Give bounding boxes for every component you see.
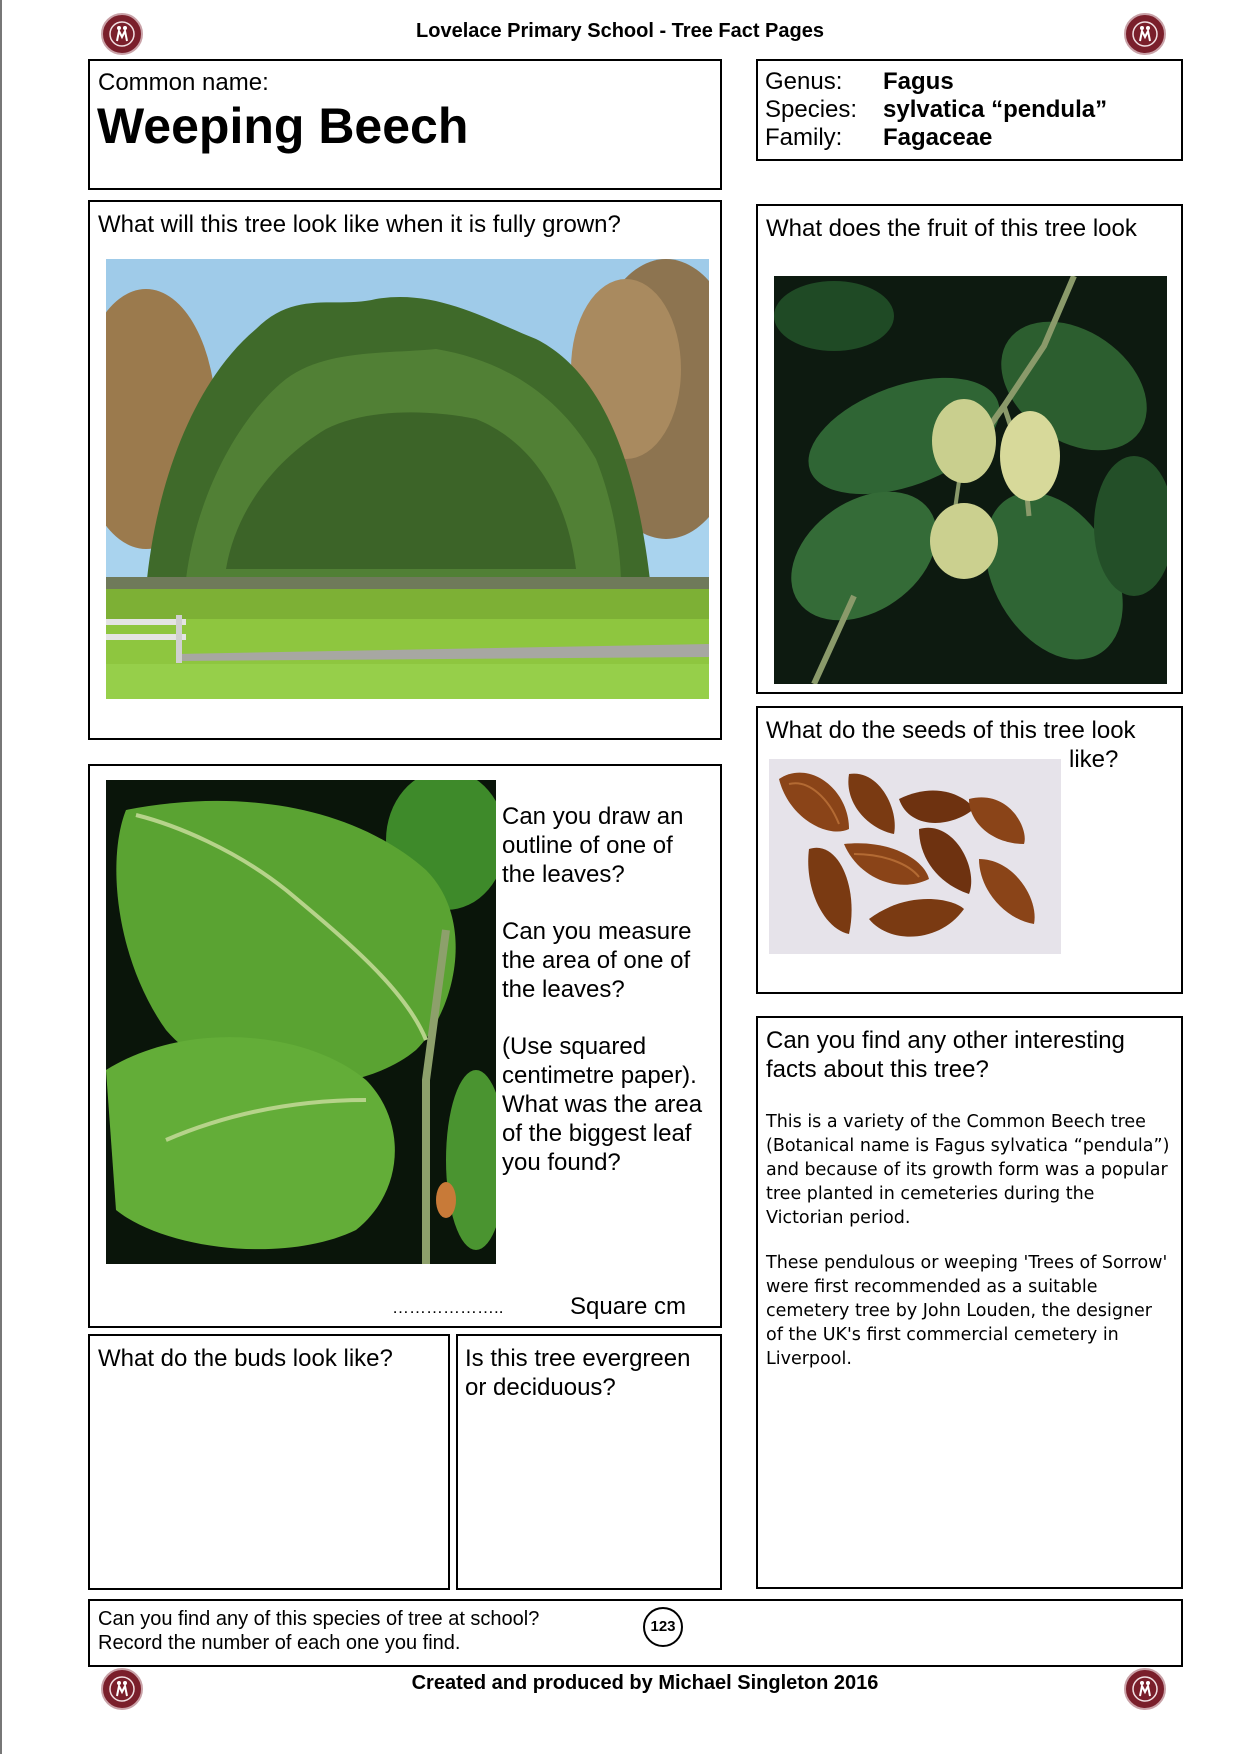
common-name-value: Weeping Beech	[97, 98, 469, 154]
seeds-question: What do the seeds of this tree look	[766, 717, 1136, 744]
common-name-box	[88, 59, 722, 190]
seeds-box	[756, 706, 1183, 994]
page-edge-line	[0, 0, 2, 1754]
page-header-title: Lovelace Primary School - Tree Fact Pages	[416, 20, 824, 42]
fully-grown-box	[88, 200, 722, 740]
counter-value: 123	[650, 1618, 676, 1635]
area-answer-dots: ………………..	[392, 1298, 504, 1317]
fruit-box	[756, 204, 1183, 694]
footer-credit: Created and produced by Michael Singleton 2016	[411, 1672, 879, 1694]
counter-circle	[643, 1607, 683, 1647]
leaves-q-measure: Can you measure the area of one of the leaves?	[502, 918, 692, 1003]
school-count-line-2: Record the number of each one you find.	[98, 1632, 461, 1654]
buds-box	[88, 1334, 450, 1590]
area-unit: Square cm	[570, 1293, 687, 1320]
mature-tree-photo	[106, 259, 709, 699]
family-value: Fagaceae	[883, 124, 993, 151]
species-value: sylvatica “pendula”	[883, 96, 1108, 123]
seeds-photo	[769, 759, 1061, 954]
species-label: Species:	[765, 96, 858, 123]
seeds-question-end: like?	[1069, 746, 1119, 773]
fruit-question: What does the fruit of this tree look	[766, 215, 1137, 242]
leaves-q-area: (Use squared centimetre paper). What was the area of the biggest leaf you found?	[502, 1033, 703, 1176]
family-label: Family:	[765, 124, 843, 151]
leaves-q-draw: Can you draw an outline of one of the leaves?	[502, 803, 684, 888]
school-count-box	[88, 1599, 1183, 1667]
genus-label: Genus:	[765, 68, 843, 95]
common-name-label: Common name:	[98, 69, 269, 96]
fruit-photo	[774, 276, 1167, 684]
facts-paragraph-1: This is a variety of the Common Beech tree (Botanical name is Fagus sylvatica “pendula”) and because of its growth form was a popular tree planted in cemeteries during the Victorian period.	[766, 1112, 1170, 1228]
facts-question: Can you find any other interesting facts about this tree?	[766, 1027, 1125, 1083]
fully-grown-question: What will this tree look like when it is fully grown?	[98, 211, 621, 238]
buds-question: What do the buds look like?	[98, 1345, 393, 1372]
leaves-photo	[106, 780, 496, 1264]
facts-paragraph-2: These pendulous or weeping 'Trees of Sorrow' were first recommended as a suitable cemetery tree by John Louden, the designer of the UK's first commercial cemetery in Liverpool.	[766, 1253, 1168, 1369]
facts-box	[756, 1016, 1183, 1589]
genus-value: Fagus	[883, 68, 954, 95]
evergreen-question: Is this tree evergreen or deciduous?	[465, 1345, 691, 1401]
leaves-box	[88, 764, 722, 1328]
evergreen-box	[456, 1334, 722, 1590]
taxonomy-box	[756, 59, 1183, 161]
school-count-line-1: Can you find any of this species of tree at school?	[98, 1608, 540, 1630]
